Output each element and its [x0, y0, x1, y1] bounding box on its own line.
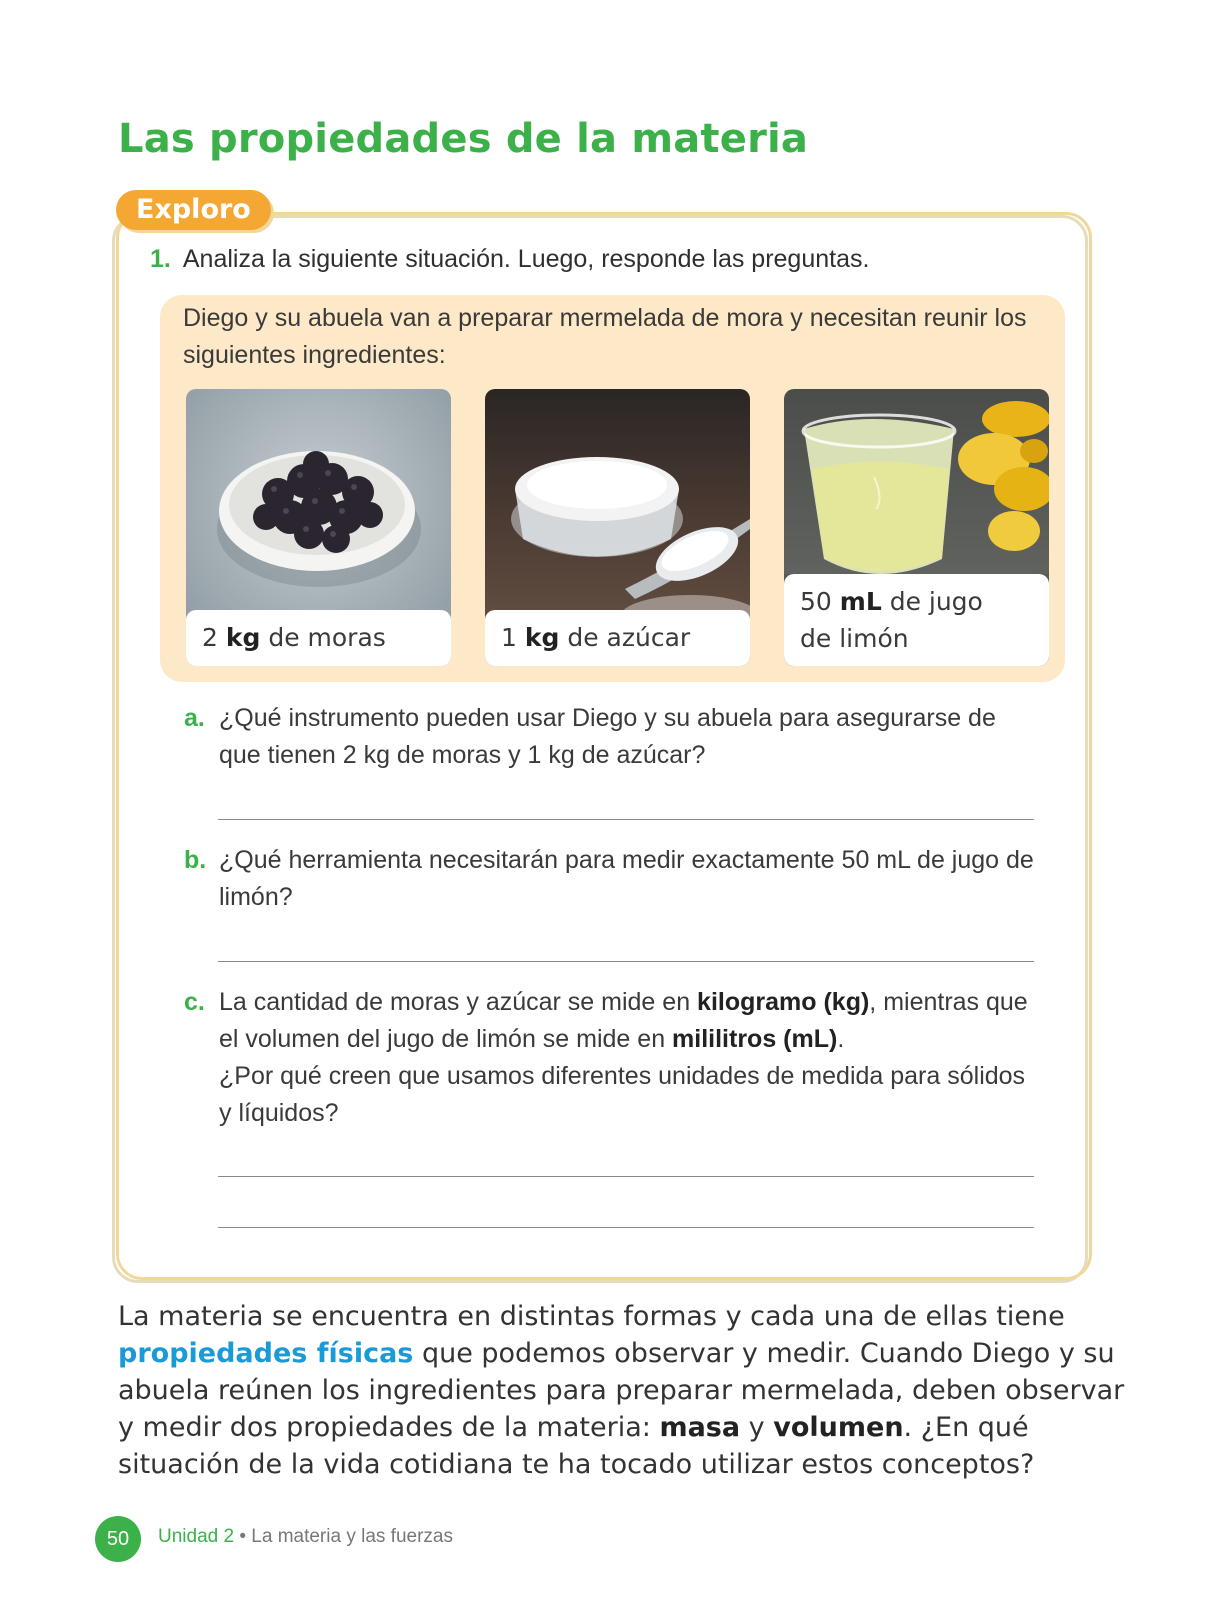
highlight-term: propiedades físicas	[118, 1338, 414, 1369]
question-text: ¿Qué herramienta necesitarán para medir exactamente 50 mL de jugo de limón?	[219, 846, 1034, 911]
question-text: La cantidad de moras y azúcar se mide en kilogramo (kg), mientras que el volumen del jugo de limón se mide en mililitros (mL). ¿Por qué creen que usamos diferentes unidades de medida para sólidos y líquidos?	[219, 988, 1028, 1127]
answer-line-c2[interactable]	[218, 1227, 1034, 1228]
ingredient-caption-moras: 2 kg de moras	[186, 610, 451, 666]
activity-instruction	[150, 245, 869, 274]
page-number: 50	[95, 1516, 141, 1562]
question-letter: b.	[184, 846, 207, 874]
answer-line-c1[interactable]	[218, 1176, 1034, 1177]
question-a	[184, 700, 1039, 774]
question-letter: c.	[184, 988, 205, 1016]
answer-line-b[interactable]	[218, 961, 1034, 962]
section-tag: Exploro	[116, 190, 271, 230]
situation-text: Diego y su abuela van a preparar mermelada de mora y necesitan reunir los siguientes ingredientes:	[183, 304, 1027, 369]
question-c	[184, 984, 1039, 1132]
body-paragraph: La materia se encuentra en distintas formas y cada una de ellas tiene propiedades físicas que podemos observar y medir. Cuando Diego y su abuela reúnen los ingredientes para preparar mermelada, deben observar y medir dos propiedades de la materia: masa y volumen. ¿En qué situación de la vida cotidiana te ha tocado utilizar estos conceptos?	[118, 1301, 1125, 1480]
instruction-text: Analiza la siguiente situación. Luego, responde las preguntas.	[182, 245, 870, 273]
question-text: ¿Qué instrumento pueden usar Diego y su abuela para asegurarse de que tienen 2 kg de moras y 1 kg de azúcar?	[219, 704, 996, 769]
question-letter: a.	[184, 704, 205, 732]
answer-line-a[interactable]	[218, 819, 1034, 820]
footer-unit: Unidad 2 • La materia y las fuerzas	[158, 1526, 453, 1547]
ingredient-caption-azucar: 1 kg de azúcar	[485, 610, 750, 666]
page-title: Las propiedades de la materia	[118, 116, 809, 162]
ingredient-caption-limon: 50 mL de jugo de limón	[784, 574, 1049, 666]
question-b	[184, 842, 1039, 916]
activity-number: 1.	[150, 245, 171, 273]
